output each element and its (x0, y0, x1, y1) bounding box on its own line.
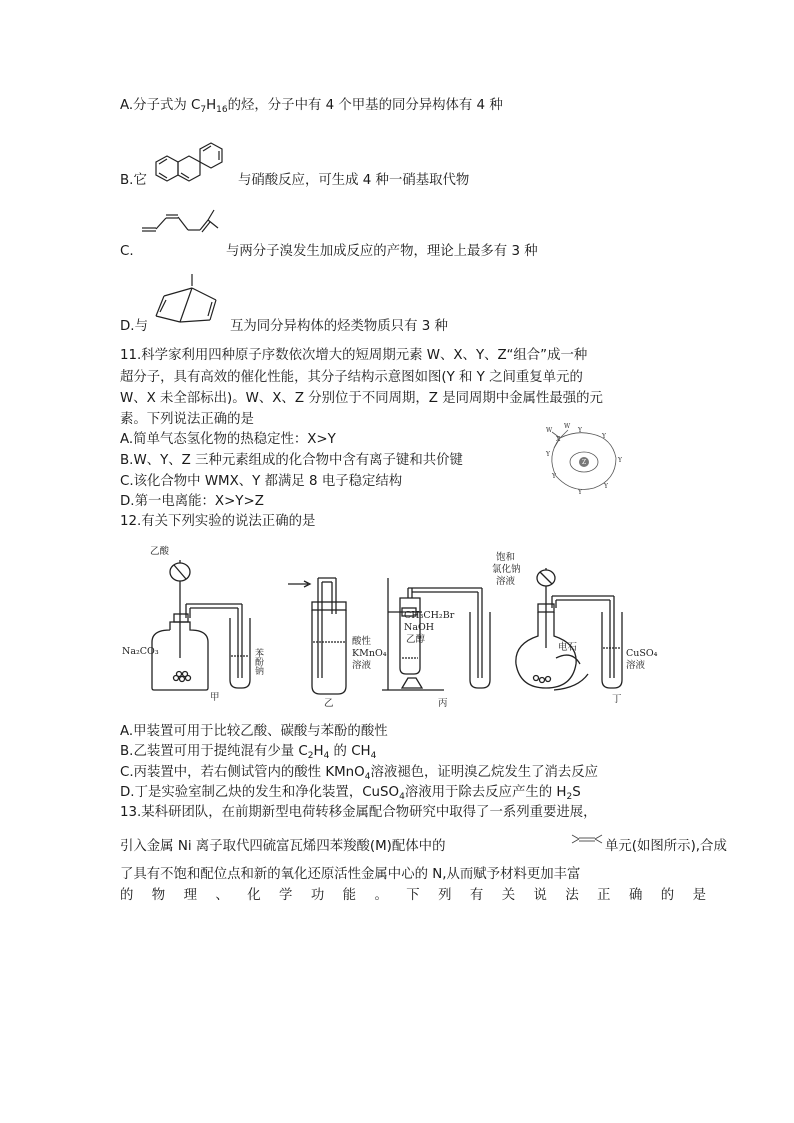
apparatus-yi (288, 578, 346, 694)
w-label: W (546, 427, 553, 434)
experiment-apparatus-figure (118, 538, 680, 708)
q10-a-part3: 的烃，分子中有 4 个甲基的同分异构体有 4 种 (227, 98, 503, 113)
q11-option-a: A.简单气态氢化物的热稳定性：X>Y (120, 432, 336, 447)
q13-stem-line-2a: 引入金属 Ni 离子取代四硫富瓦烯四苯羧酸(M)配体中的 (120, 839, 446, 854)
y-label: Y (604, 483, 608, 490)
x-label: X (556, 436, 561, 443)
label-calcium-carbide: 电石 (558, 642, 578, 653)
q12-b-sub2: 4 (323, 751, 330, 761)
y-label: Y (618, 457, 622, 464)
q13-stem-line-4: 的物理、化学功能。下列有关说法正确的是 (120, 888, 712, 903)
apparatus-bing (382, 578, 490, 690)
y-label: Y (578, 427, 582, 434)
bicyclic-diene-structure (150, 272, 228, 326)
label-ding-solution: 溶液 (496, 576, 516, 587)
label-cuso4-solution: 溶液 (626, 660, 646, 671)
q12-d-sub1: 4 (399, 792, 405, 802)
phenanthrene-structure (146, 140, 234, 190)
q11-stem-line-3: W、X 未全部标出)。W、X、Z 分别位于不同周期，Z 是同周期中金属性最强的元 (120, 391, 603, 406)
q10-option-b-prefix: B.它 (120, 173, 147, 188)
q12-b-sub1: 2 (307, 751, 314, 761)
y-label: Y (578, 489, 582, 496)
q13-stem-line-1: 13.某科研团队，在前期新型电荷转移金属配合物研究中取得了一系列重要进展， (120, 805, 597, 820)
q11-stem-line-1: 11.科学家利用四种原子序数依次增大的短周期元素 W、X、Y、Z“组合”成一种 (120, 348, 588, 363)
label-na2co3: Na₂CO₃ (122, 646, 159, 657)
q13-stem-line-3: 了具有不饱和配位点和新的氧化还原活性金属中心的 N,从而赋予材料更加丰富 (120, 867, 581, 882)
label-kmno4: KMnO₄ (352, 648, 387, 659)
q10-option-d-text: 互为同分异构体的烃类物质只有 3 种 (230, 319, 448, 334)
q10-option-c-text: 与两分子溴发生加成反应的产物，理论上最多有 3 种 (226, 244, 538, 259)
q10-option-a (120, 97, 503, 115)
q12-option-a: A.甲装置可用于比较乙酸、碳酸与苯酚的酸性 (120, 724, 388, 739)
apparatus-ding (516, 568, 622, 690)
label-solution: 溶液 (352, 660, 372, 671)
label-sodium-phenoxide: 苯酚钠 (253, 648, 263, 675)
q12-c-sub1: 4 (364, 772, 371, 782)
q12-b-part1: B.乙装置可用于提纯混有少量 C (120, 744, 308, 759)
label-jia: 甲 (210, 692, 220, 703)
q12-option-c (120, 764, 598, 782)
q11-option-d: D.第一电离能：X>Y>Z (120, 494, 264, 509)
q10-a-sub1: 7 (200, 105, 207, 115)
label-acidic: 酸性 (352, 636, 372, 647)
q11-stem-line-4: 素。下列说法正确的是 (120, 412, 254, 427)
q10-option-d-prefix: D.与 (120, 319, 148, 334)
label-nacl: 氯化钠 (492, 564, 521, 575)
q10-a-sub2: 16 (216, 105, 228, 115)
q12-d-part2: 溶液用于除去反应产生的 H (404, 785, 567, 800)
q11-stem-line-2: 超分子，具有高效的催化性能，其分子结构示意图如图(Y 和 Y 之间重复单元的 (120, 370, 583, 385)
q11-option-b: B.W、Y、Z 三种元素组成的化合物中含有离子键和共价键 (120, 453, 463, 468)
y-label: Y (552, 473, 556, 480)
label-saturated: 饱和 (496, 552, 516, 563)
cc-double-bond-unit-icon (570, 832, 604, 848)
q10-option-c-prefix: C. (120, 244, 134, 259)
q12-c-part1: C.丙装置中，若右侧试管内的酸性 KMnO (120, 765, 365, 780)
label-naoh: NaOH (404, 622, 435, 633)
y-label: Y (546, 451, 550, 458)
apparatus-jia (152, 560, 250, 690)
q10-a-part2: H (206, 98, 217, 113)
label-bing: 丙 (438, 698, 448, 708)
q12-d-sub2: 2 (566, 792, 573, 802)
w-label: W (564, 423, 571, 430)
label-ethanol: 乙醇 (406, 634, 426, 645)
q11-option-c: C.该化合物中 WMX、Y 都满足 8 电子稳定结构 (120, 474, 403, 489)
q12-option-d (120, 784, 581, 802)
q12-option-b (120, 743, 376, 761)
q12-c-part2: 溶液褪色，证明溴乙烷发生了消去反应 (370, 765, 599, 780)
q12-b-part3: 的 CH (329, 744, 371, 759)
label-ding: 丁 (612, 694, 622, 705)
q12-b-sub3: 4 (370, 751, 377, 761)
supramolecule-figure (538, 422, 630, 498)
q10-a-part1: A.分子式为 C (120, 98, 201, 113)
q13-stem-line-2b: 单元(如图所示),合成 (605, 839, 727, 854)
label-cuso4: CuSO₄ (626, 648, 658, 659)
label-acetic-acid: 乙酸 (150, 546, 170, 557)
q12-stem: 12.有关下列实验的说法正确的是 (120, 514, 316, 529)
q12-d-part1: D.丁是实验室制乙炔的发生和净化装置，CuSO (120, 785, 400, 800)
label-yi: 乙 (324, 698, 334, 708)
q10-option-b-text: 与硝酸反应，可生成 4 种一硝基取代物 (238, 173, 470, 188)
z-label: Z (582, 459, 587, 466)
q12-b-part2: H (313, 744, 324, 759)
q12-d-part3: S (572, 785, 581, 800)
label-ch3ch2br: CH₃CH₂Br (404, 610, 455, 621)
y-label: Y (602, 433, 606, 440)
diene-structure (138, 206, 222, 246)
